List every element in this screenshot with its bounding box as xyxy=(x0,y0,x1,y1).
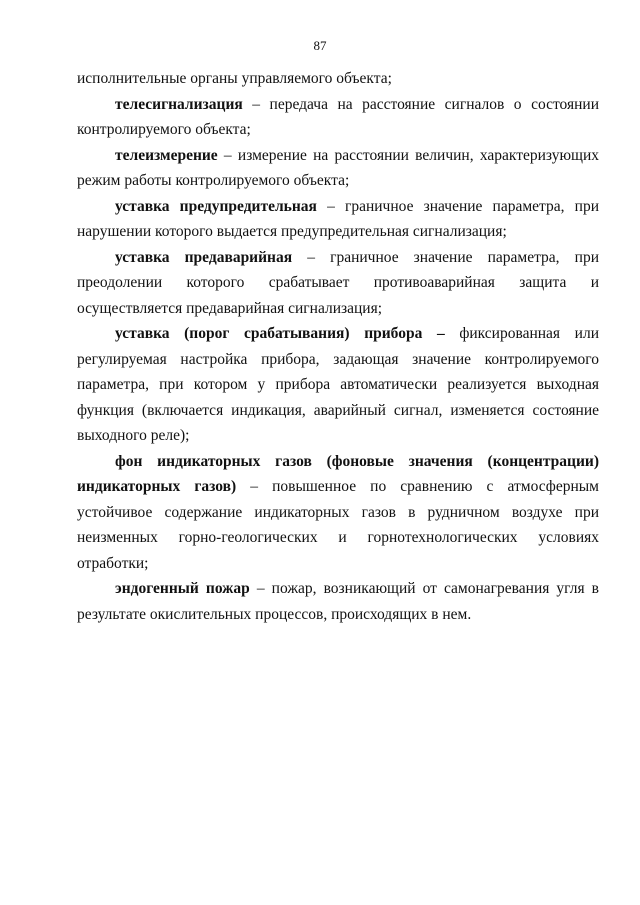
definition-device-threshold xyxy=(77,321,599,449)
definition-telesignalization xyxy=(77,92,599,143)
definition-text: – передача на расстояние сигналов о состоянии контролируемого объекта; xyxy=(77,95,599,138)
term-label: уставка предаварийная xyxy=(115,248,293,266)
definition-telemeasurement xyxy=(77,143,599,194)
definition-text: исполнительные органы управляемого объекта; xyxy=(77,70,392,87)
paragraph-continuation xyxy=(77,66,599,92)
term-label: фон индикаторных газов (фоновые значения (концентрации) индикаторных газов) xyxy=(77,452,599,495)
term-label: уставка (порог срабатывания) прибора – xyxy=(115,325,445,342)
definition-text: – пожар, возникающий от самонагревания угля в результате окислительных процессов, происходящих в нем. xyxy=(77,580,599,623)
definition-indicator-gas-background xyxy=(77,449,599,577)
document-body xyxy=(77,66,599,627)
definition-text: – граничное значение параметра, при преодолении которого срабатывает противоаварийная защита и осуществляется предаварийная сигнализация; xyxy=(77,248,600,317)
definition-pre-emergency-setpoint xyxy=(77,245,599,322)
definition-text: – повышенное по сравнению с атмосферным устойчивое содержание индикаторных газов в рудничном воздухе при неизменных горно-геологических и горнотехнологических условиях отработки; xyxy=(77,478,599,572)
definition-text: фиксированная или регулируемая настройка прибора, задающая значение контролируемого параметра, при котором у прибора автоматически реализуется выходная функция (включается индикация, аварийный сигнал, изменяется состояние выходного реле); xyxy=(77,325,599,444)
definition-text: – граничное значение параметра, при нарушении которого выдается предупредительная сигнализация; xyxy=(77,197,599,240)
term-label: эндогенный пожар xyxy=(115,580,250,597)
definition-text: – измерение на расстоянии величин, характеризующих режим работы контролируемого объекта; xyxy=(77,146,599,189)
term-label: телеизмерение xyxy=(115,146,218,164)
term-label: уставка предупредительная xyxy=(115,197,317,215)
definition-warning-setpoint xyxy=(77,194,599,245)
term-label: телесигнализация xyxy=(115,95,243,113)
page-number: 87 xyxy=(313,38,327,53)
definition-endogenous-fire xyxy=(77,576,599,627)
